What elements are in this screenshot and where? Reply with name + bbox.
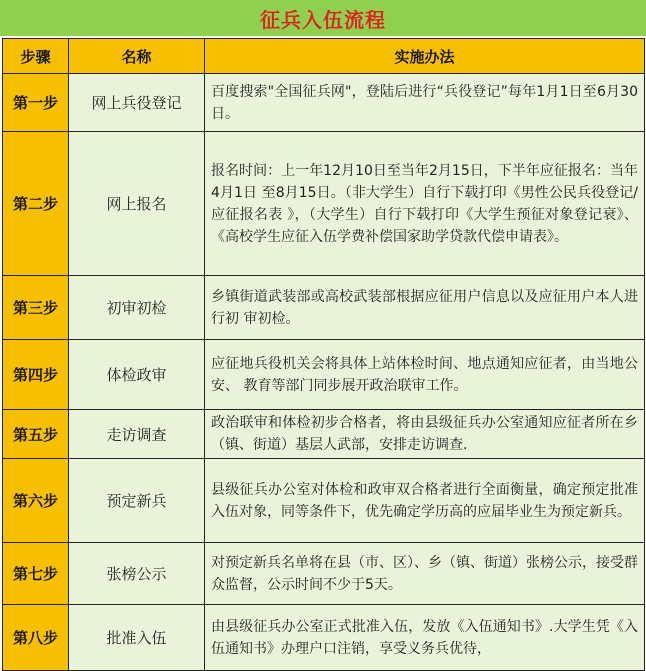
name-cell: 走访调查: [69, 410, 205, 459]
name-cell: 体检政审: [69, 340, 205, 410]
header-step: 步骤: [3, 39, 69, 74]
step-cell: 第七步: [3, 543, 69, 605]
method-cell: 报名时间：上一年12月10日至当年2月15日，下半年应征报名：当年4月1日 至8月15日。（非大学生）自行下载打印《男性公民兵役登记/应征报名表 》，（大学生）自行下载打印《大学生预征对象登记衰》、《高校学生应征入伍学费补偿国家助学贷款代偿申请表》。: [205, 132, 645, 276]
name-cell: 张榜公示: [69, 543, 205, 605]
method-cell: 百度搜索"全国征兵网"，登陆后进行“兵役登记”每年1月1日至6月30日。: [205, 74, 645, 132]
table-row: [3, 132, 645, 276]
table-row: [3, 74, 645, 132]
table-row: [3, 410, 645, 459]
step-cell: 第三步: [3, 276, 69, 340]
step-cell: 第八步: [3, 605, 69, 671]
name-cell: 预定新兵: [69, 459, 205, 543]
name-cell: 网上兵役登记: [69, 74, 205, 132]
name-cell: 批准入伍: [69, 605, 205, 671]
method-cell: 对预定新兵名单将在县（市、区）、乡（镇、街道）张榜公示，接受群众监督，公示时间不少于5天。: [205, 543, 645, 605]
title-bar: [0, 0, 646, 36]
header-name: 名称: [69, 39, 205, 74]
table-row: [3, 459, 645, 543]
table-row: [3, 340, 645, 410]
table-row: [3, 543, 645, 605]
method-cell: 县级征兵办公室对体检和政审双合格者进行全面衡量，确定预定批准入伍对象，同等条件下，优先确定学历高的应届毕业生为预定新兵。: [205, 459, 645, 543]
step-cell: 第五步: [3, 410, 69, 459]
table-row: [3, 276, 645, 340]
name-cell: 初审初检: [69, 276, 205, 340]
name-cell: 网上报名: [69, 132, 205, 276]
method-cell: 应征地兵役机关会将具体上站体检时间、地点通知应征者，由当地公安、 教育等部门同步展开政治联审工作。: [205, 340, 645, 410]
step-cell: 第六步: [3, 459, 69, 543]
recruitment-process-table: [2, 38, 645, 671]
method-cell: 乡镇街道武装部或高校武装部根据应征用户信息以及应征用户本人进行初 审初检。: [205, 276, 645, 340]
step-cell: 第四步: [3, 340, 69, 410]
header-method: 实施办法: [205, 39, 645, 74]
method-cell: 政治联审和体检初步合格者，将由县级征兵办公室通知应征者所在乡（镇、街道）基层人武部，安排走访调查.: [205, 410, 645, 459]
table-row: [3, 605, 645, 671]
step-cell: 第二步: [3, 132, 69, 276]
method-cell: 由县级征兵办公室正式批准入伍，发放《入伍通知书》.大学生凭《入伍通知书》办理户口注销，享受义务兵优待，: [205, 605, 645, 671]
step-cell: 第一步: [3, 74, 69, 132]
header-row: [3, 39, 645, 74]
page-title: 征兵入伍流程: [260, 7, 386, 32]
